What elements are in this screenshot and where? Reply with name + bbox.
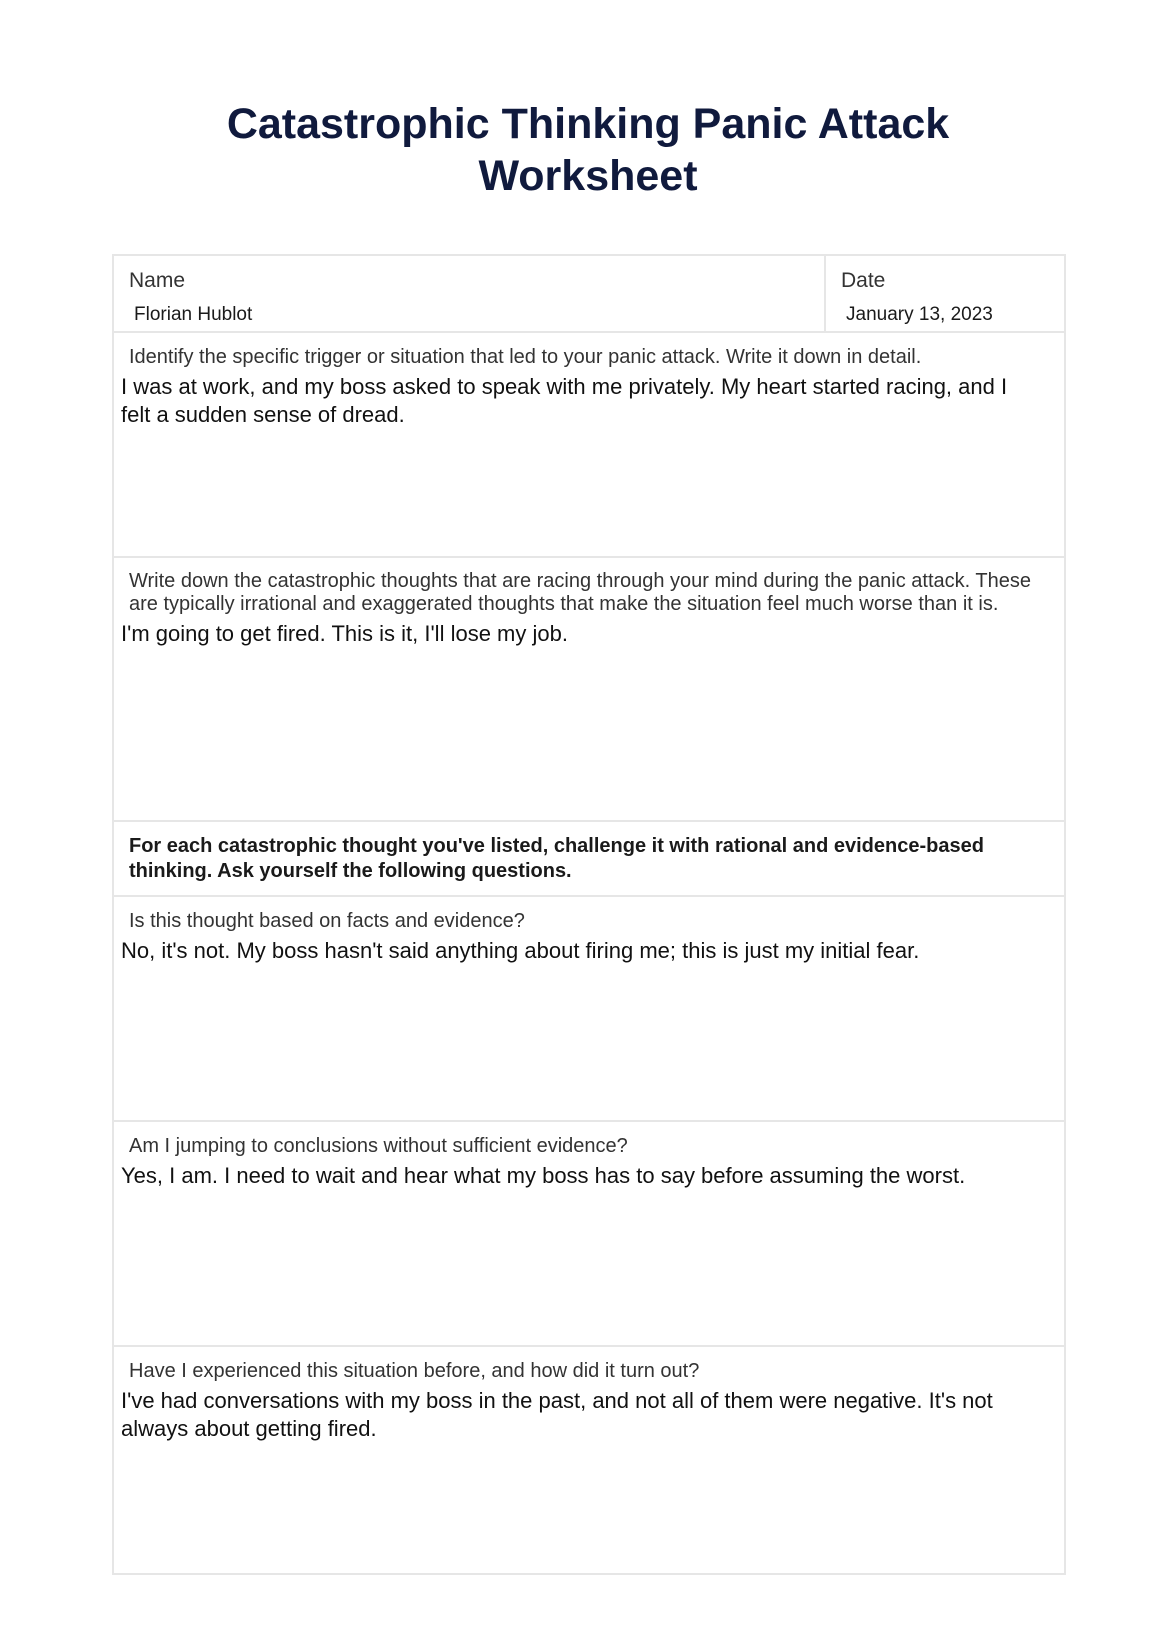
trigger-prompt: Identify the specific trigger or situation that led to your panic attack. Write it down in detail.: [129, 346, 922, 368]
header-row: [114, 256, 1064, 333]
evidence-question-prompt: Is this thought based on facts and evidence?: [129, 910, 525, 932]
worksheet-title: [0, 98, 1176, 202]
date-cell[interactable]: [826, 256, 1064, 331]
catastrophic-thoughts-section: [114, 558, 1064, 822]
worksheet-title-line-1: Catastrophic Thinking Panic Attack: [226, 100, 950, 148]
catastrophic-thoughts-answer-field[interactable]: I'm going to get fired. This is it, I'll lose my job.: [121, 621, 568, 646]
past-experience-question-prompt: Have I experienced this situation before, and how did it turn out?: [129, 1360, 700, 1382]
evidence-question-section: [114, 897, 1064, 1122]
date-label: Date: [841, 269, 886, 292]
date-field[interactable]: January 13, 2023: [846, 304, 993, 325]
name-label: Name: [129, 269, 186, 292]
conclusions-question-section: [114, 1122, 1064, 1347]
name-field[interactable]: Florian Hublot: [134, 304, 253, 325]
worksheet-form: [112, 254, 1066, 1575]
conclusions-question-prompt: Am I jumping to conclusions without sufficient evidence?: [129, 1135, 628, 1157]
challenge-instruction: For each catastrophic thought you've listed, challenge it with rational and evidence-based thinking. Ask yourself the following questions.: [129, 835, 984, 882]
catastrophic-thoughts-prompt: Write down the catastrophic thoughts that are racing through your mind during the panic attack. These are typically irrational and exaggerated thoughts that make the situation feel much worse than it is.: [129, 570, 1032, 615]
trigger-answer-field[interactable]: I was at work, and my boss asked to speak with me privately. My heart started racing, and I felt a sudden sense of dread.: [121, 374, 1008, 427]
name-cell[interactable]: [114, 256, 826, 331]
past-experience-question-answer-field[interactable]: I've had conversations with my boss in the past, and not all of them were negative. It's not always about getting fired.: [121, 1388, 993, 1441]
trigger-section: [114, 333, 1064, 558]
past-experience-question-section: [114, 1347, 1064, 1573]
evidence-question-answer-field[interactable]: No, it's not. My boss hasn't said anything about firing me; this is just my initial fear.: [121, 938, 920, 963]
conclusions-question-answer-field[interactable]: Yes, I am. I need to wait and hear what my boss has to say before assuming the worst.: [121, 1163, 966, 1188]
worksheet-title-line-2: Worksheet: [478, 152, 698, 200]
challenge-instruction-row: [114, 822, 1064, 897]
